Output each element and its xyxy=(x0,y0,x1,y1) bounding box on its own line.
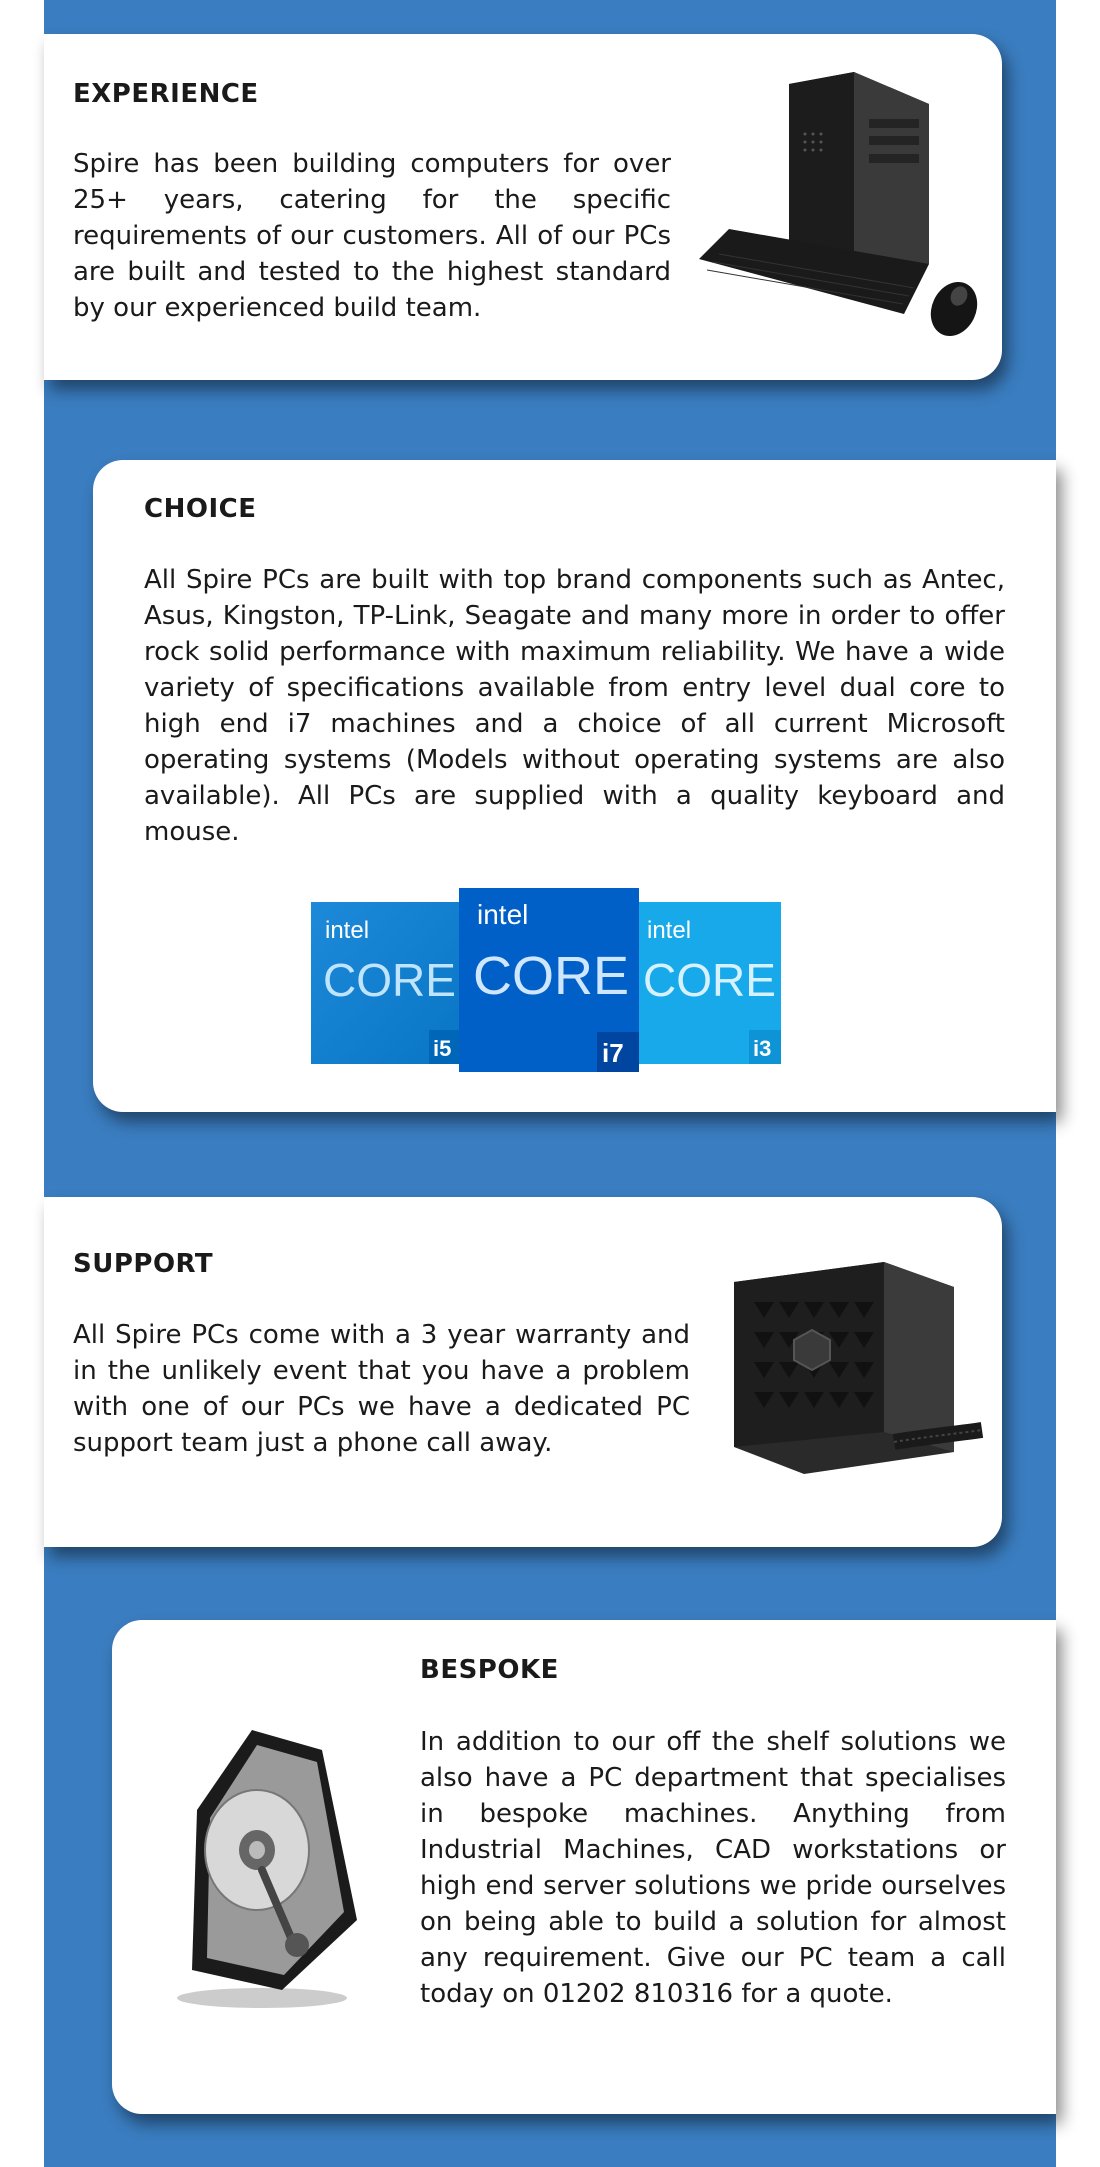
experience-body: Spire has been building computers for over 25+ years, catering for the specific requirements of our customers. All of our PCs are built and tested to the highest standard by our experienced build team. xyxy=(73,149,671,323)
svg-text:intel: intel xyxy=(477,899,529,930)
svg-text:i3: i3 xyxy=(753,1036,772,1061)
hard-drive-icon xyxy=(172,1720,372,2020)
experience-card xyxy=(44,34,1002,380)
support-card xyxy=(44,1197,1002,1547)
intel-core-i5-logo xyxy=(311,902,461,1064)
svg-text:CORE: CORE xyxy=(473,946,630,1006)
intel-core-i7-logo xyxy=(459,888,639,1072)
pc-tower-icon xyxy=(689,64,989,364)
svg-text:i7: i7 xyxy=(602,1038,624,1068)
choice-body: All Spire PCs are built with top brand components such as Antec, Asus, Kingston, TP-Link, Seagate and many more in order to offer rock solid performance with maximum reliability. We have a wide variety of specifications available from entry level dual core to high end i7 machines and a choice of all current Microsoft operating systems (Models without operating systems are also available). All PCs are supplied with a quality keyboard and mouse. xyxy=(144,565,1005,847)
experience-heading: EXPERIENCE xyxy=(73,79,259,109)
intel-core-logos xyxy=(311,888,781,1072)
bespoke-body: In addition to our off the shelf solutions we also have a PC department that specialises in bespoke machines. Anything from Industrial Machines, CAD workstations or high end server solutions we pride ourselves on being able to build a solution for almost any requirement. Give our PC team a call today on 01202 810316 for a quote. xyxy=(420,1727,1006,2009)
svg-text:CORE: CORE xyxy=(643,954,776,1006)
bespoke-heading: BESPOKE xyxy=(420,1655,559,1685)
svg-text:intel: intel xyxy=(325,917,370,944)
support-heading: SUPPORT xyxy=(73,1249,214,1279)
svg-text:intel: intel xyxy=(647,917,692,944)
svg-text:i5: i5 xyxy=(433,1036,452,1061)
intel-core-i3-logo xyxy=(631,902,781,1064)
svg-text:CORE: CORE xyxy=(323,954,456,1006)
choice-heading: CHOICE xyxy=(144,494,257,524)
power-supply-icon xyxy=(724,1252,984,1482)
support-body: All Spire PCs come with a 3 year warranty and in the unlikely event that you have a problem with one of our PCs we have a dedicated PC support team just a phone call away. xyxy=(73,1320,690,1458)
bespoke-card xyxy=(112,1620,1056,2114)
choice-card xyxy=(93,460,1056,1112)
